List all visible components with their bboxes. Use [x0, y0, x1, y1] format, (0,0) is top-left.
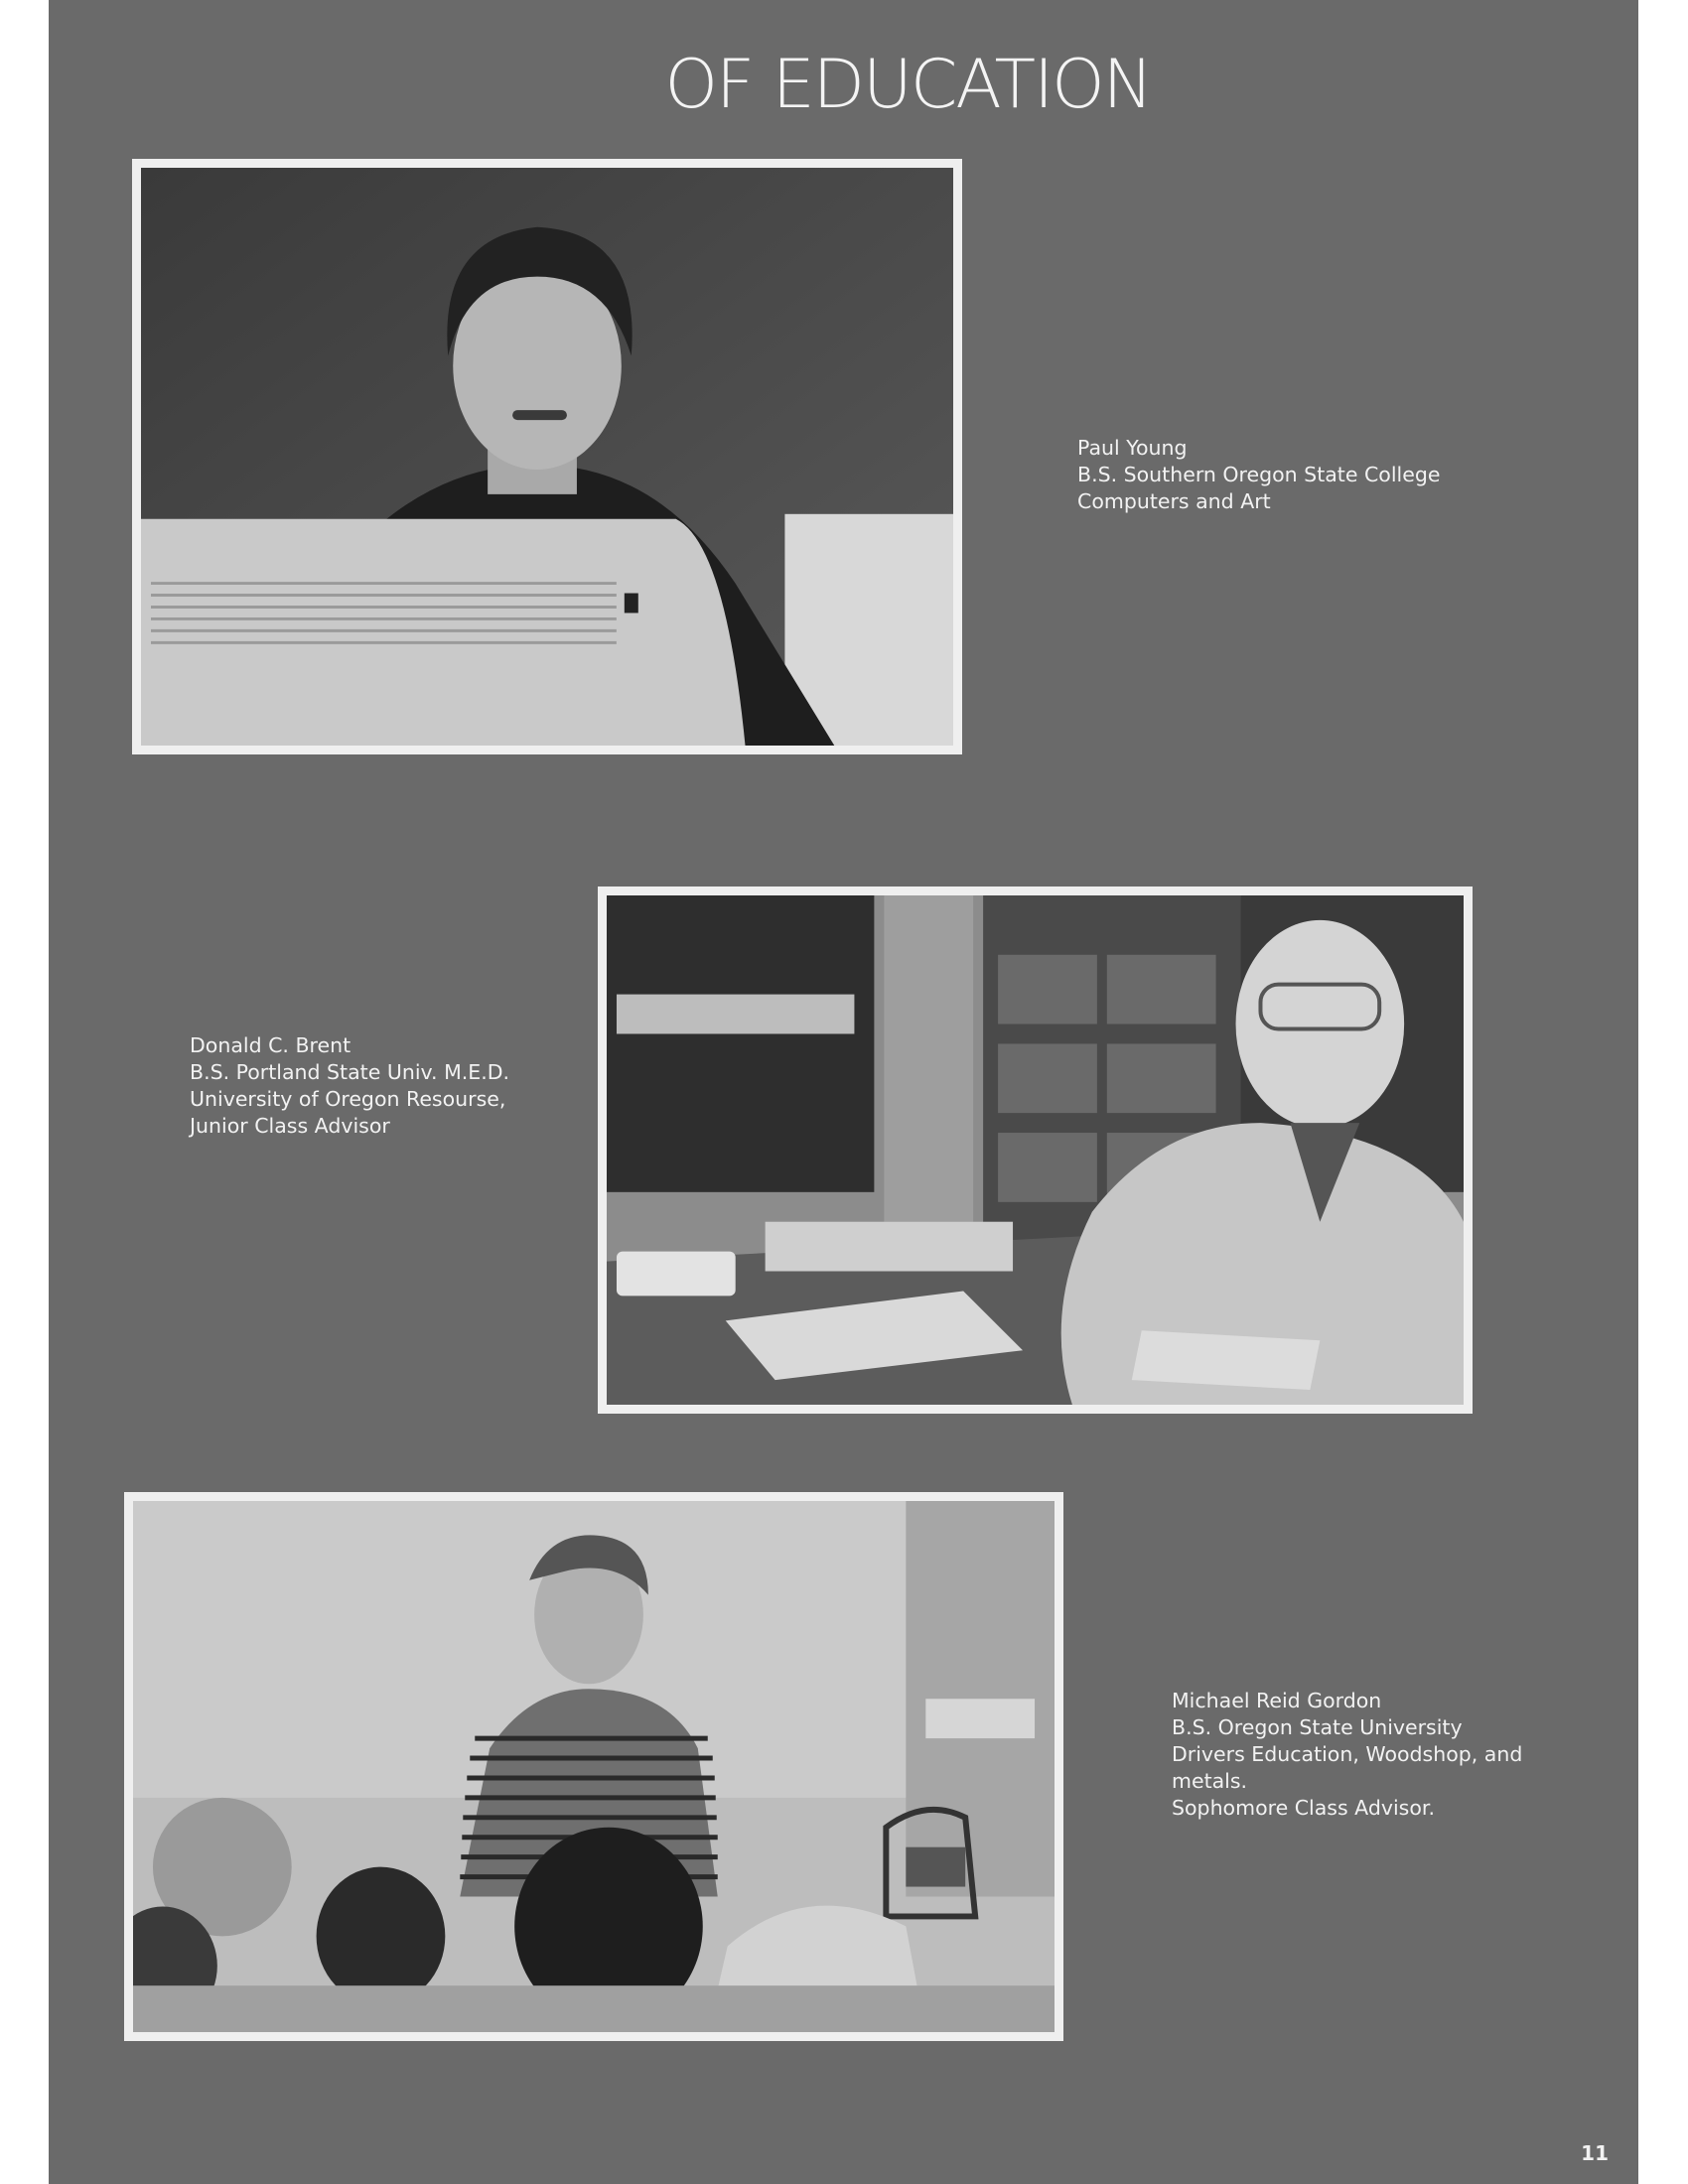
staff-role: Junior Class Advisor — [190, 1114, 390, 1138]
staff-degree: B.S. Portland State Univ. M.E.D. — [190, 1060, 510, 1084]
caption-michael-gordon — [1172, 1688, 1522, 1822]
staff-name: Michael Reid Gordon — [1172, 1689, 1382, 1712]
page-title: OF EDUCATION — [664, 46, 1152, 124]
yearbook-page — [49, 0, 1638, 2184]
office-image — [607, 895, 1464, 1405]
staff-subjects-cont: metals. — [1172, 1769, 1248, 1793]
staff-degree: B.S. Southern Oregon State College — [1077, 463, 1441, 486]
staff-degree: B.S. Oregon State University — [1172, 1715, 1463, 1739]
staff-role: Sophomore Class Advisor. — [1172, 1796, 1435, 1820]
caption-paul-young — [1077, 435, 1440, 515]
photo-paul-young — [132, 159, 962, 754]
portrait-image — [141, 168, 953, 746]
staff-subjects: Computers and Art — [1077, 489, 1271, 513]
staff-name: Paul Young — [1077, 436, 1188, 460]
page-number: 11 — [1581, 2141, 1609, 2165]
classroom-image — [133, 1501, 1055, 2032]
staff-degree-cont: University of Oregon Resourse, — [190, 1087, 506, 1111]
photo-michael-gordon — [124, 1492, 1063, 2041]
photo-donald-brent — [598, 887, 1473, 1414]
caption-donald-brent — [190, 1032, 509, 1140]
staff-name: Donald C. Brent — [190, 1033, 352, 1057]
staff-subjects: Drivers Education, Woodshop, and — [1172, 1742, 1523, 1766]
